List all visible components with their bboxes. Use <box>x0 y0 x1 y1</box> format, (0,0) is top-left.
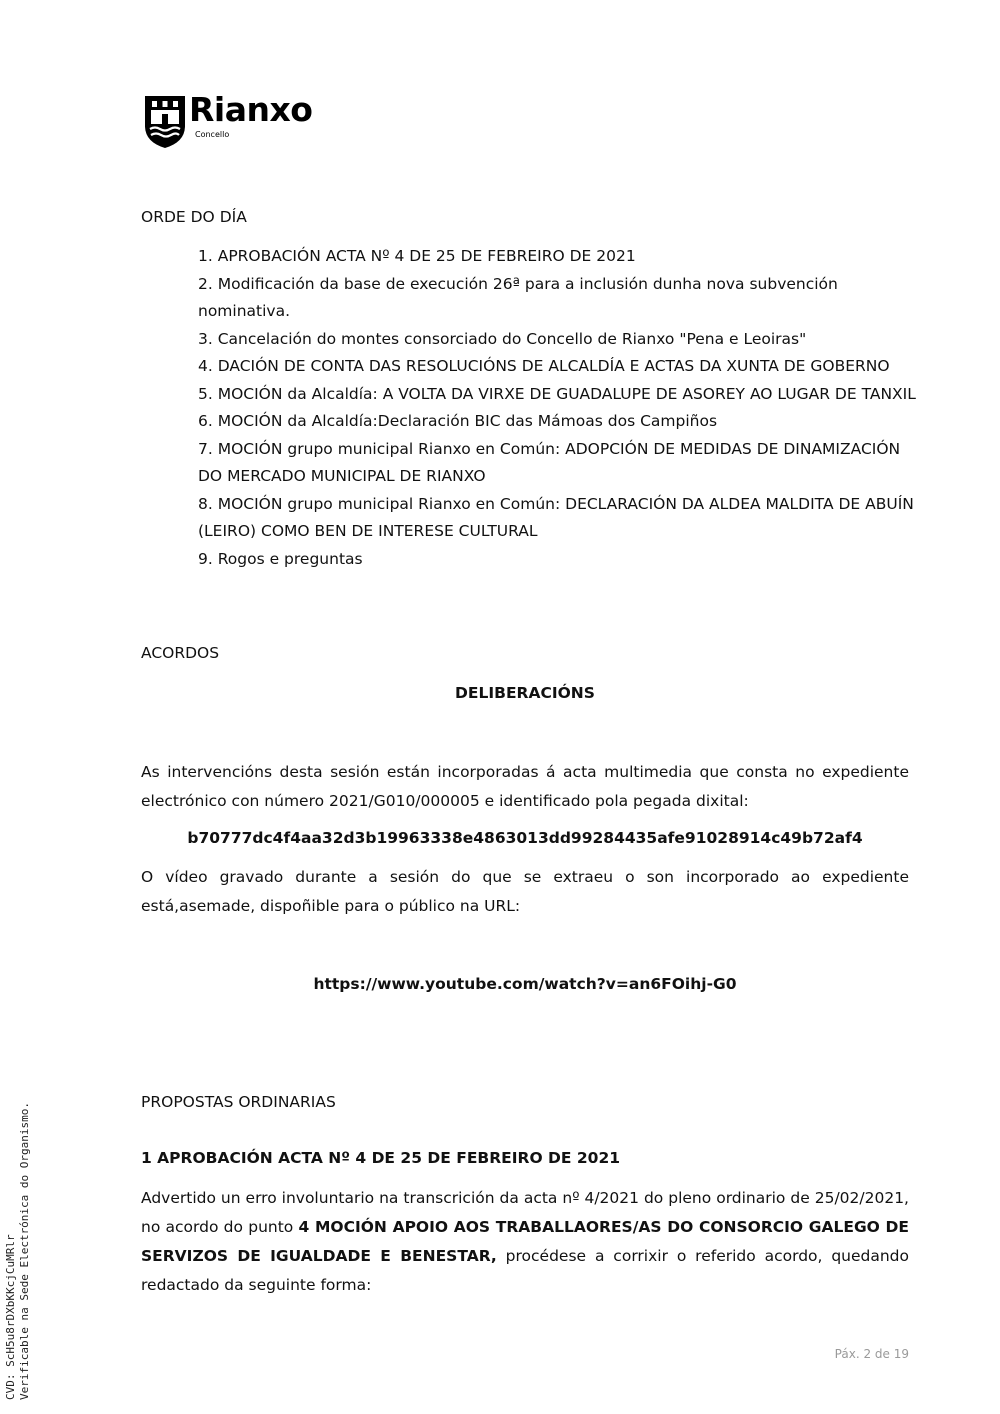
agenda-item: 4. DACIÓN DE CONTA DAS RESOLUCIÓNS DE ALCALDÍA E ACTAS DA XUNTA DE GOBERNO <box>198 357 890 375</box>
page-number: Páx. 2 de 19 <box>834 1347 909 1361</box>
proposal-text-after: procédese a corrixir o referido acordo, quedando redactado da seguinte forma: <box>141 1247 909 1294</box>
deliberacions-heading: DELIBERACIÓNS <box>455 684 595 702</box>
logo-subtitle: Concello <box>195 130 230 139</box>
agenda-item: 6. MOCIÓN da Alcaldía:Declaración BIC das Mámoas dos Campiños <box>198 412 718 430</box>
agenda-item: 5. MOCIÓN da Alcaldía: A VOLTA DA VIRXE DE GUADALUPE DE ASOREY AO LUGAR DE TANXIL <box>198 384 916 403</box>
digital-fingerprint: b70777dc4f4aa32d3b19963338e4863013dd99284435afe91028914c49b72af4 <box>187 829 863 847</box>
propostas-label: PROPOSTAS ORDINARIAS <box>141 1093 336 1111</box>
concello-logo <box>143 90 343 152</box>
proposal-heading: 1 APROBACIÓN ACTA Nº 4 DE 25 DE FEBREIRO DE 2021 <box>141 1149 621 1167</box>
agenda-item: 1. APROBACIÓN ACTA Nº 4 DE 25 DE FEBREIRO DE 2021 <box>198 247 636 265</box>
agenda-item: 3. Cancelación do montes consorciado do Concello de Rianxo "Pena e Leoiras" <box>198 329 807 348</box>
verification-text <box>4 1102 32 1400</box>
video-paragraph: O vídeo gravado durante a sesión do que se extraeu o son incorporado ao expediente está,asemade, dispoñible para o público na URL: <box>141 868 909 915</box>
side-margin <box>0 0 40 1414</box>
proposal-text-before: Advertido un erro involuntario na transcrición da acta nº 4/2021 do pleno ordinario de 25/02/2021, no acordo do punto <box>141 1189 909 1236</box>
agenda-item: 7. MOCIÓN grupo municipal Rianxo en Común: ADOPCIÓN DE MEDIDAS DE DINAMIZACIÓN DO MERCADO MUNICIPAL DE RIANXO <box>198 439 901 485</box>
logo-name: Rianxo <box>189 90 313 129</box>
verification-note: Verificable na Sede Electrónica do Organismo. <box>18 1101 31 1400</box>
video-url-link[interactable]: https://www.youtube.com/watch?v=an6FOihj-G0 <box>313 975 737 993</box>
intro-paragraph: As intervencións desta sesión están incorporadas á acta multimedia que consta no expediente electrónico con número 2021/G010/000005 e identificado pola pegada dixital: <box>141 763 909 810</box>
agenda-item: 8. MOCIÓN grupo municipal Rianxo en Común: DECLARACIÓN DA ALDEA MALDITA DE ABUÍN (LEIRO) COMO BEN DE INTERESE CULTURAL <box>198 494 914 540</box>
shield-crest-icon <box>143 96 187 148</box>
acordos-label: ACORDOS <box>141 644 220 662</box>
cvd-code: CVD: ScH5u8rDXbKKcjCuMRlr <box>4 1234 17 1400</box>
agenda-item: 2. Modificación da base de execución 26ª para a inclusión dunha nova subvención nominativa. <box>198 274 838 320</box>
agenda-list <box>198 243 918 573</box>
agenda-title: ORDE DO DÍA <box>141 208 247 226</box>
agenda-item: 9. Rogos e preguntas <box>198 549 363 568</box>
proposal-paragraph <box>141 1184 909 1300</box>
proposal-text-bold: 4 MOCIÓN APOIO AOS TRABALLAORES/AS DO CONSORCIO GALEGO DE SERVIZOS DE IGUALDADE E BENESTAR, <box>141 1218 910 1265</box>
